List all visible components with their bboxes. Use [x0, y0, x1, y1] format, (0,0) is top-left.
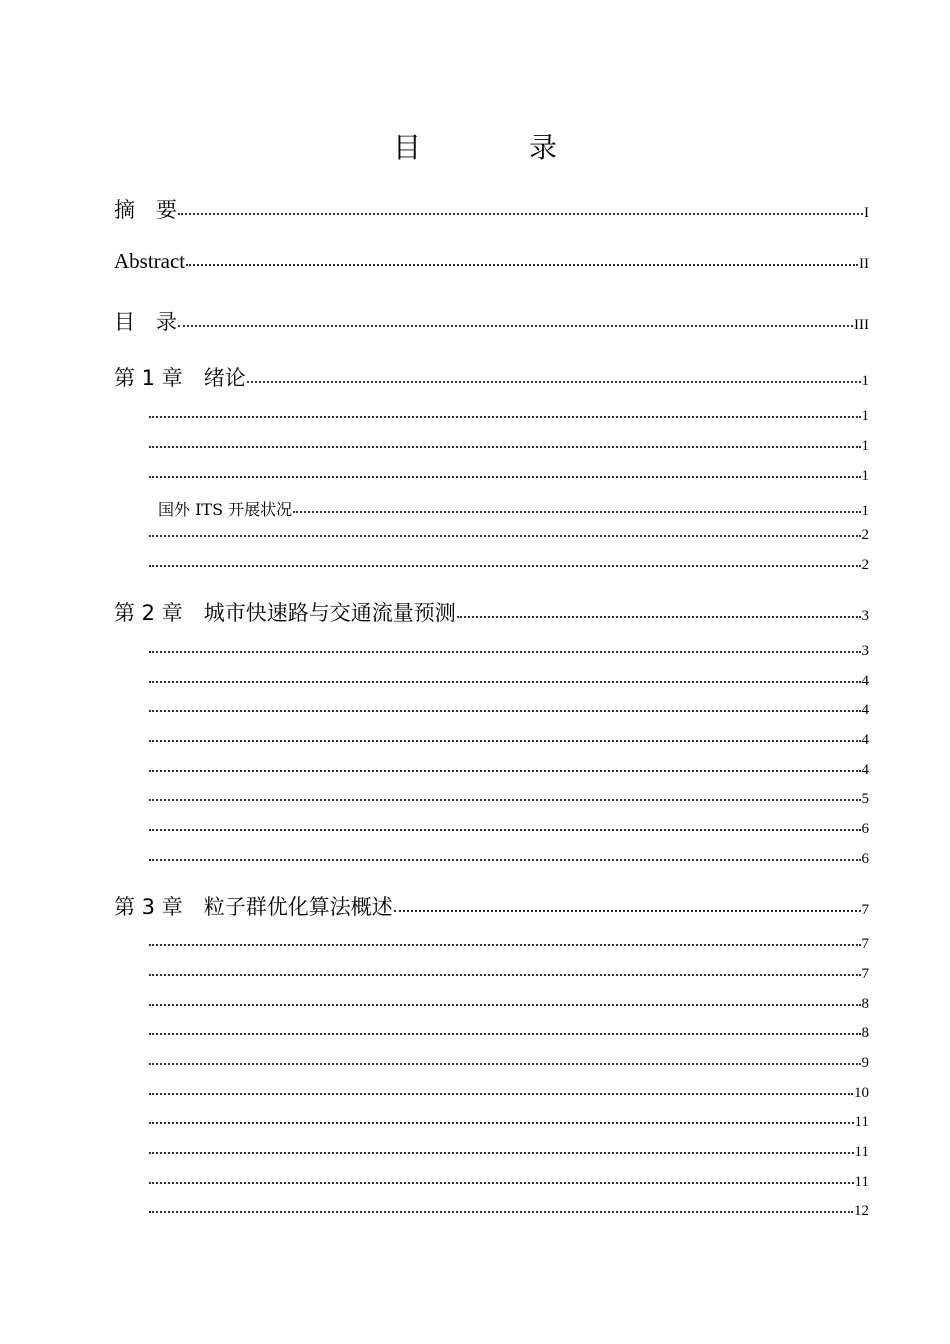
toc-entry-page: 7 — [861, 936, 869, 952]
toc-entry-page: 11 — [854, 1144, 869, 1160]
toc-entry-page: 1 — [861, 438, 869, 454]
dot-leader — [149, 1004, 861, 1006]
toc-entry-section[interactable] — [148, 702, 869, 719]
toc-entry-page: 3 — [861, 643, 869, 659]
toc-entry-section[interactable] — [148, 557, 869, 574]
dot-leader — [149, 1211, 853, 1213]
dot-leader — [149, 681, 861, 683]
toc-entry-section[interactable] — [148, 762, 869, 779]
dot-leader — [149, 1182, 854, 1184]
toc-entry-section[interactable] — [148, 821, 869, 838]
toc-entry-section-foreign-its[interactable] — [148, 497, 869, 520]
dot-leader — [186, 264, 858, 266]
toc-entry-page: 6 — [861, 851, 869, 867]
dot-leader — [247, 381, 861, 383]
toc-entry-section[interactable] — [148, 408, 869, 425]
toc-entry-page: II — [859, 256, 869, 272]
toc-entry-page: 9 — [861, 1055, 869, 1071]
toc-entry-page: 8 — [861, 996, 869, 1012]
toc-entry-page: 7 — [861, 966, 869, 982]
toc-entry-page: 1 — [861, 503, 869, 519]
toc-entry-page: I — [864, 205, 869, 221]
toc-entry-page: 2 — [861, 557, 869, 573]
toc-entry-page: 2 — [861, 527, 869, 543]
toc-entry-page: III — [854, 317, 869, 333]
dot-leader — [149, 710, 861, 712]
dot-leader — [149, 974, 861, 976]
dot-leader — [149, 1063, 861, 1065]
toc-entry-page: 11 — [854, 1174, 869, 1190]
toc-entry-label: 第 2 章 城市快速路与交通流量预测 — [114, 601, 456, 625]
dot-leader — [394, 910, 861, 912]
toc-entry-page: 5 — [861, 791, 869, 807]
dot-leader — [178, 325, 853, 327]
toc-entry-contents[interactable] — [114, 306, 869, 336]
toc-entry-section[interactable] — [148, 966, 869, 983]
toc-entry-section[interactable] — [148, 1144, 869, 1161]
dot-leader — [149, 446, 861, 448]
toc-entry-page: 6 — [861, 821, 869, 837]
dot-leader — [457, 616, 861, 618]
toc-entry-section[interactable] — [148, 1055, 869, 1072]
toc-entry-section[interactable] — [148, 851, 869, 868]
toc-entry-label: 第 3 章 粒子群优化算法概述 — [114, 895, 393, 919]
dot-leader — [149, 944, 861, 946]
toc-entry-page: 7 — [861, 902, 869, 918]
dot-leader — [149, 1152, 854, 1154]
toc-entry-page: 12 — [854, 1203, 869, 1219]
toc-entry-page: 3 — [861, 608, 869, 624]
toc-entry-label: 目 录 — [114, 310, 177, 334]
toc-entry-page: 4 — [861, 673, 869, 689]
dot-leader — [149, 476, 861, 478]
toc-entry-page: 4 — [861, 732, 869, 748]
dot-leader — [149, 416, 861, 418]
dot-leader — [149, 770, 861, 772]
dot-leader — [149, 740, 861, 742]
dot-leader — [149, 1122, 854, 1124]
dot-leader — [149, 829, 861, 831]
dot-leader — [149, 651, 861, 653]
toc-entry-abstract-cn[interactable] — [114, 194, 869, 224]
toc-entry-abstract-en[interactable] — [114, 249, 869, 274]
toc-entry-section[interactable] — [148, 1203, 869, 1220]
dot-leader — [149, 535, 861, 537]
toc-entry-label: Abstract — [114, 249, 186, 273]
toc-entry-section[interactable] — [148, 791, 869, 808]
dot-leader — [293, 511, 860, 513]
toc-entry-section[interactable] — [148, 732, 869, 749]
toc-entry-chapter-2[interactable] — [114, 597, 869, 627]
toc-entry-section[interactable] — [148, 673, 869, 690]
toc-entry-section[interactable] — [148, 1025, 869, 1042]
dot-leader — [149, 565, 861, 567]
dot-leader — [178, 213, 863, 215]
toc-entry-section[interactable] — [148, 438, 869, 455]
page-title: 目 录 — [392, 131, 597, 164]
toc-entry-section[interactable] — [148, 643, 869, 660]
toc-entry-section[interactable] — [148, 996, 869, 1013]
dot-leader — [149, 1093, 853, 1095]
dot-leader — [149, 1033, 861, 1035]
dot-leader — [149, 859, 861, 861]
toc-entry-page: 10 — [854, 1085, 869, 1101]
toc-entry-page: 1 — [861, 468, 869, 484]
toc-entry-label: 国外 ITS 开展状况 — [158, 500, 293, 519]
toc-entry-page: 11 — [854, 1114, 869, 1130]
toc-entry-label: 第 1 章 绪论 — [114, 366, 246, 390]
toc-entry-section[interactable] — [148, 936, 869, 953]
toc-entry-chapter-3[interactable] — [114, 891, 869, 921]
toc-entry-section[interactable] — [148, 468, 869, 485]
toc-entry-page: 4 — [861, 702, 869, 718]
toc-entry-page: 4 — [861, 762, 869, 778]
toc-entry-page: 8 — [861, 1025, 869, 1041]
toc-entry-section[interactable] — [148, 527, 869, 544]
toc-entry-section[interactable] — [148, 1174, 869, 1191]
toc-entry-section[interactable] — [148, 1085, 869, 1102]
toc-entry-page: 1 — [861, 373, 869, 389]
toc-entry-chapter-1[interactable] — [114, 362, 869, 392]
toc-entry-label: 摘 要 — [114, 198, 177, 222]
toc-entry-section[interactable] — [148, 1114, 869, 1131]
dot-leader — [149, 799, 861, 801]
toc-entry-page: 1 — [861, 408, 869, 424]
